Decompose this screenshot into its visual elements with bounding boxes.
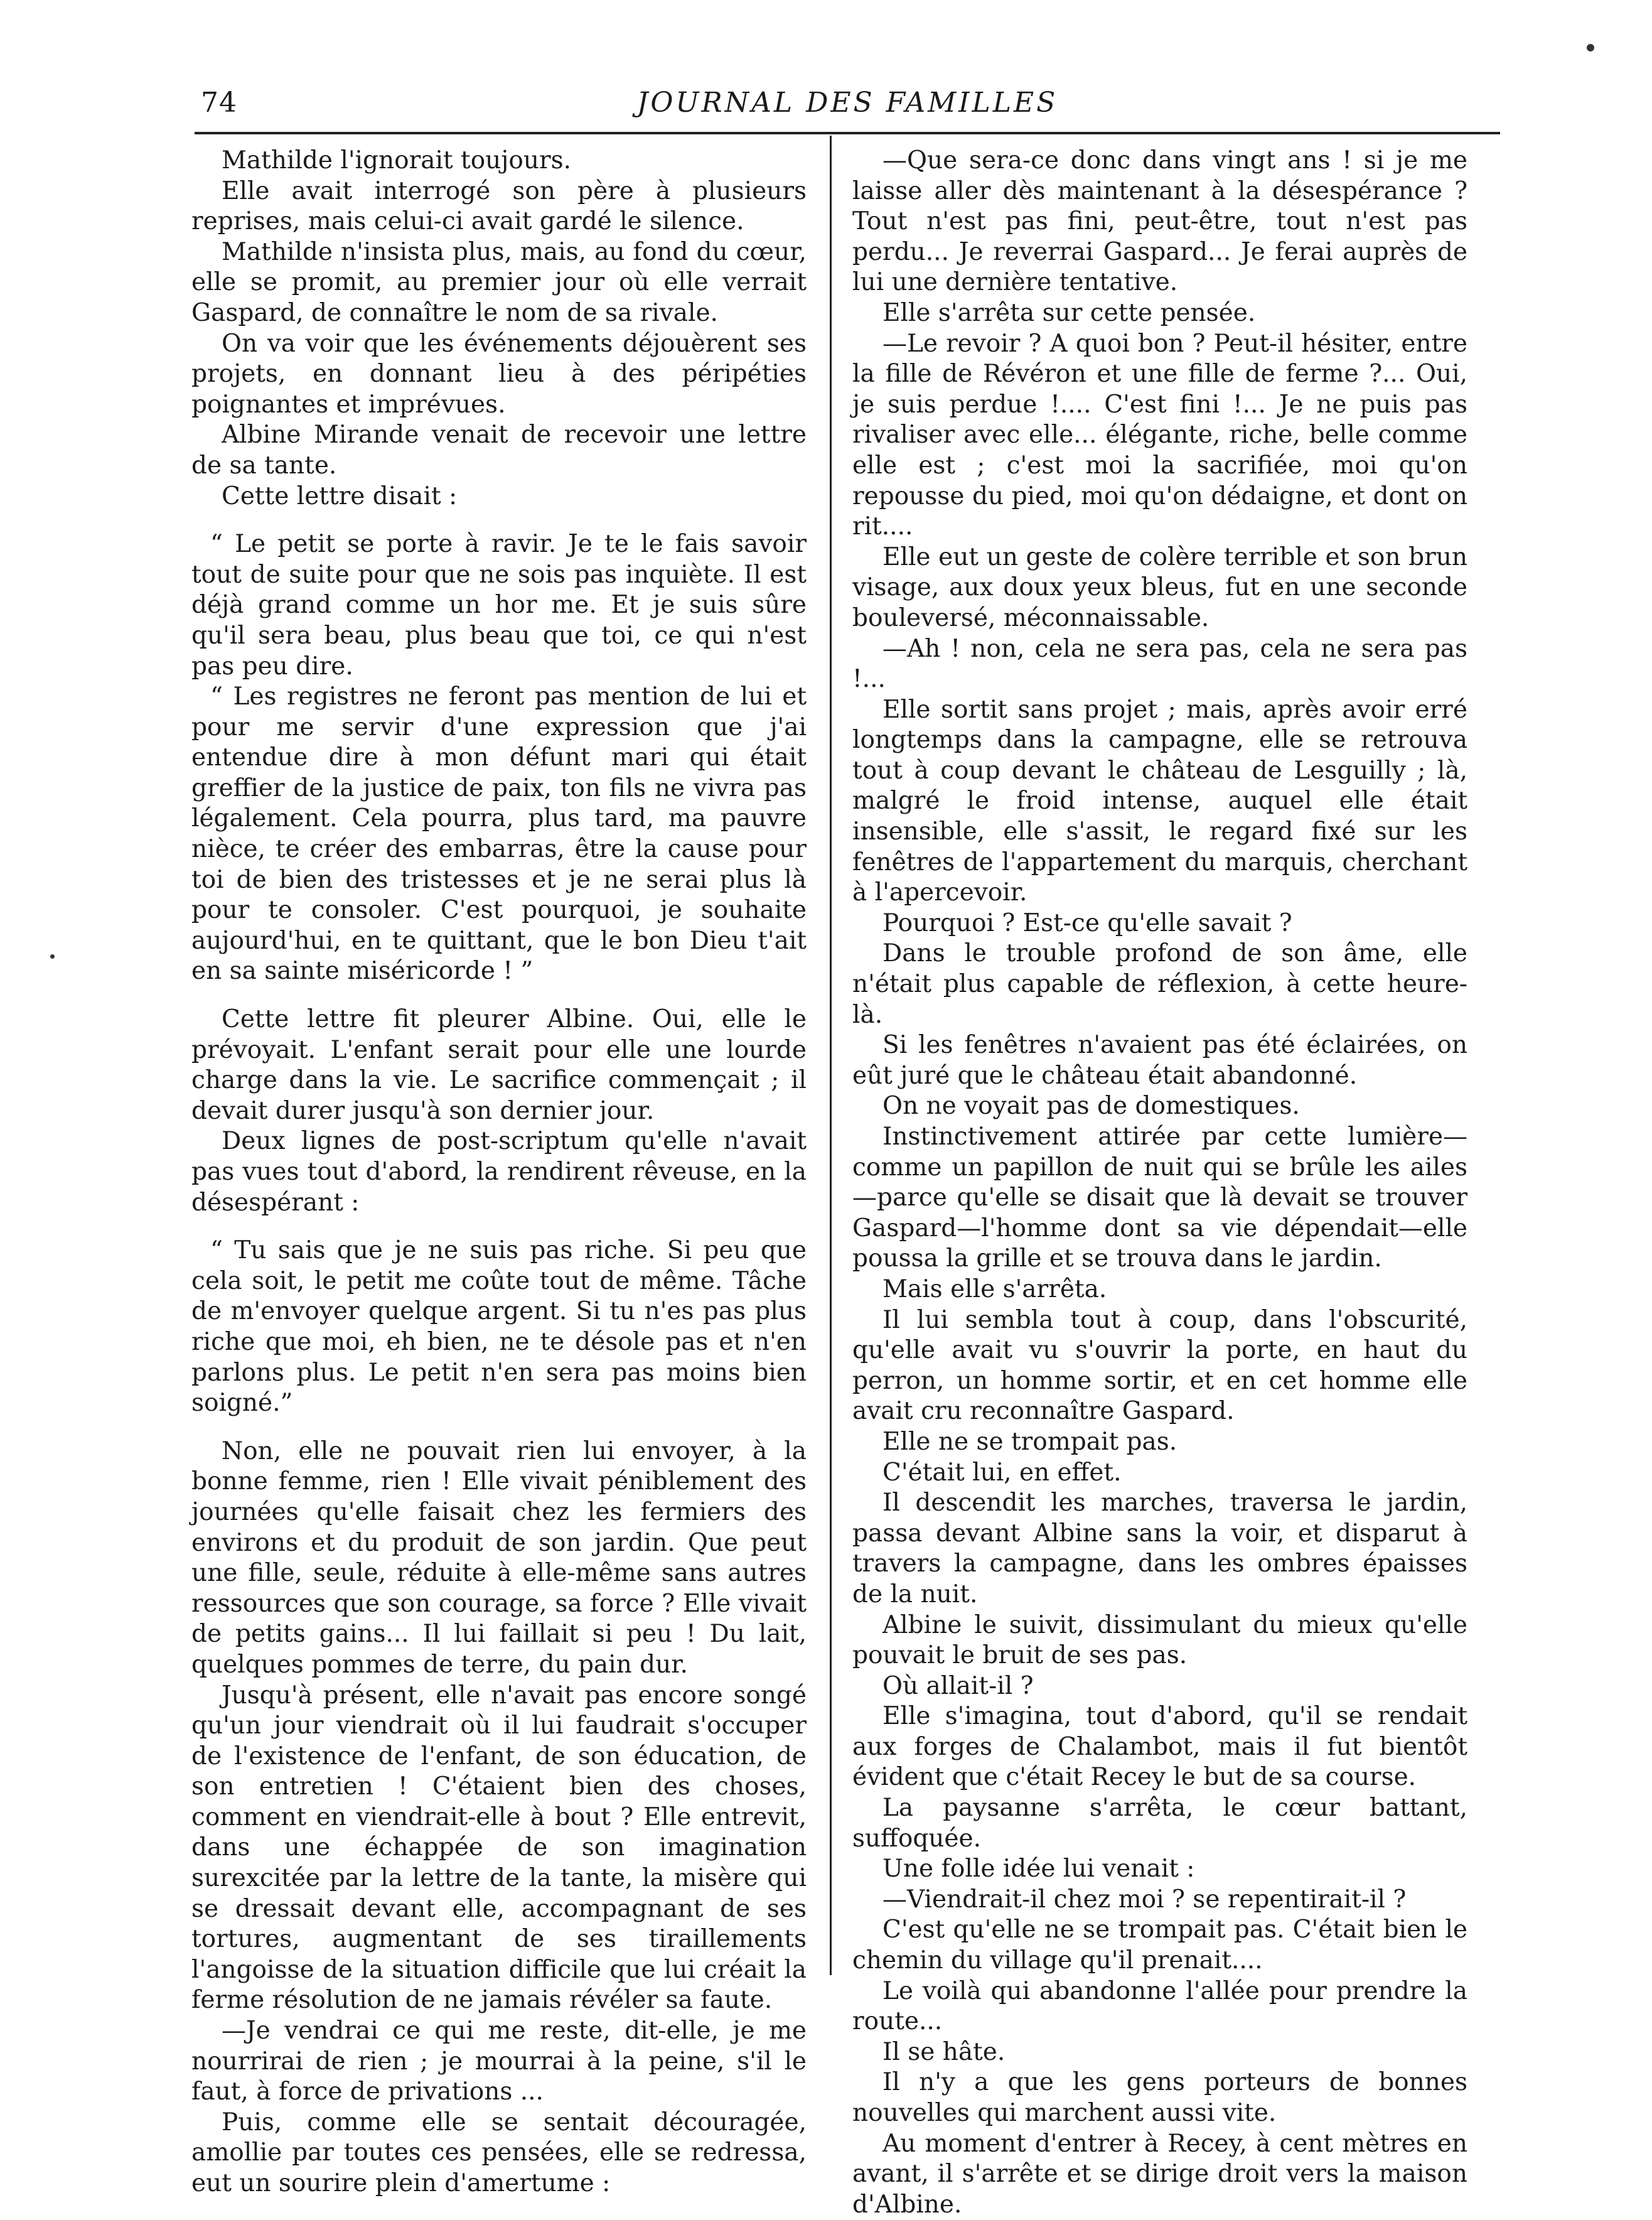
paragraph: Jusqu'à présent, elle n'avait pas encore songé qu'un jour viendrait où il lui faudrait s'occuper de l'existence de l'enfant, de son éducation, de son entretien ! C'étaient bien des choses, comment en viendrait-elle à bout ? Elle entrevit, dans une échappée de son imagination surexcitée par la lettre de la tante, la misère qui se dressait devant elle, accompagnant de ses tortures, augmentant de ses tiraillements l'angoisse de la situation difficile que lui créait la ferme résolution de ne jamais révéler sa faute.: [191, 1681, 807, 2015]
paragraph: —Ah ! non, cela ne sera pas, cela ne sera pas !...: [852, 634, 1467, 694]
paragraph: Où allait-il ?: [882, 1671, 1034, 1700]
paragraph: —Je vendrai ce qui me reste, dit-elle, je me nourrirai de rien ; je mourrai à la peine, s'il le faut, à force de privations ...: [191, 2017, 807, 2106]
paragraph: Elle eut un geste de colère terrible et son brun visage, aux doux yeux bleus, fut en une seconde bouleversé, méconnaissable.: [852, 542, 1467, 632]
paragraph: Si les fenêtres n'avaient pas été éclairées, on eût juré que le château était abandonné.: [852, 1031, 1467, 1090]
paragraph: Le voilà qui abandonne l'allée pour prendre la route...: [852, 1976, 1467, 2036]
letter-quote: “ Le petit se porte à ravir. Je te le fais savoir tout de suite pour que ne sois pas inquiète. Il est déjà grand comme un hor me. Et je suis sûre qu'il sera beau, plus beau que toi, ce qui n'est pas peu dire.: [191, 530, 807, 681]
page-header: [195, 82, 1500, 126]
paragraph: Mais elle s'arrêta.: [882, 1274, 1107, 1303]
paragraph: On va voir que les événements déjouèrent ses projets, en donnant lieu à des péripéties poignantes et imprévues.: [191, 329, 807, 419]
paragraph: Elle s'arrêta sur cette pensée.: [882, 298, 1256, 327]
paragraph: Dans le trouble profond de son âme, elle n'était plus capable de réflexion, à cette heure-là.: [852, 939, 1467, 1029]
paragraph: Cette lettre fit pleurer Albine. Oui, elle le prévoyait. L'enfant serait pour elle une lourde charge dans la vie. Le sacrifice commençait ; il devait durer jusqu'à son dernier jour.: [191, 1005, 807, 1125]
paragraph: C'est qu'elle ne se trompait pas. C'était bien le chemin du village qu'il prenait....: [852, 1916, 1467, 1975]
paragraph: Au moment d'entrer à Recey, à cent mètres en avant, il s'arrête et se dirige droit vers la maison d'Albine.: [852, 2129, 1467, 2219]
paragraph: Albine Mirande venait de recevoir une lettre de sa tante.: [191, 421, 807, 480]
page-number: 74: [201, 87, 237, 119]
paragraph: Il se hâte.: [882, 2037, 1006, 2066]
print-speck: [1587, 44, 1594, 51]
paragraph: Une folle idée lui venait :: [882, 1855, 1195, 1883]
column-divider: [830, 136, 832, 1975]
postscript-quote: “ Tu sais que je ne suis pas riche. Si peu que cela soit, le petit me coûte tout de même. Tâche de m'envoyer quelque argent. Si tu n'es pas plus riche que moi, eh bien, ne te désole pas et n'en parlons plus. Le petit n'en sera pas moins bien soigné.”: [191, 1236, 807, 1418]
left-column: [191, 146, 807, 2199]
paragraph: —Que sera-ce donc dans vingt ans ! si je me laisse aller dès maintenant à la désespérance ? Tout n'est pas fini, peut-être, tout n'est pas perdu... Je reverrai Gaspard... Je ferai auprès de lui une dernière tentative.: [852, 146, 1467, 297]
paragraph: —Le revoir ? A quoi bon ? Peut-il hésiter, entre la fille de Révéron et une fille de ferme ?... Oui, je suis perdue !.... C'est fini !... Je ne puis pas rivaliser avec elle... élégante, riche, belle comme elle est ; c'est moi la sacrifiée, moi qu'on repousse du pied, moi qu'on dédaigne, et dont on rit....: [852, 329, 1467, 541]
paragraph: Mathilde n'insista plus, mais, au fond du cœur, elle se promit, au premier jour où elle verrait Gaspard, de connaître le nom de sa rivale.: [191, 237, 807, 327]
header-rule: [195, 132, 1500, 134]
paragraph: Elle sortit sans projet ; mais, après avoir erré longtemps dans la campagne, elle se retrouva tout à coup devant le château de Lesguilly ; là, malgré le froid intense, auquel elle était insensible, elle s'assit, le regard fixé sur les fenêtres de l'appartement du marquis, cherchant à l'apercevoir.: [852, 695, 1467, 907]
letter-quote: “ Les registres ne feront pas mention de lui et pour me servir d'une expression que j'ai entendue dire à mon défunt mari qui était greffier de la justice de paix, ton fils ne vivra pas légalement. Cela pourra, plus tard, ma pauvre nièce, te créer des embarras, être la cause pour toi de bien des tristesses et je ne serai plus là pour te consoler. C'est pourquoi, je souhaite aujourd'hui, en te quittant, que le bon Dieu t'ait en sa sainte miséricorde ! ”: [191, 682, 807, 986]
print-speck: [50, 954, 55, 959]
paragraph: —Viendrait-il chez moi ? se repentirait-il ?: [882, 1885, 1407, 1914]
running-title: JOURNAL DES FAMILLES: [636, 87, 1058, 119]
paragraph: Elle avait interrogé son père à plusieurs reprises, mais celui-ci avait gardé le silence.: [191, 176, 807, 236]
paragraph: Puis, comme elle se sentait découragée, amollie par toutes ces pensées, elle se redressa, eut un sourire plein d'amertume :: [191, 2108, 807, 2197]
paragraph: On ne voyait pas de domestiques.: [882, 1092, 1300, 1121]
paragraph: C'était lui, en effet.: [882, 1458, 1122, 1487]
paragraph: Il descendit les marches, traversa le jardin, passa devant Albine sans la voir, et disparut à travers la campagne, dans les ombres épaisses de la nuit.: [852, 1489, 1467, 1608]
paragraph: Il lui sembla tout à coup, dans l'obscurité, qu'elle avait vu s'ouvrir la porte, en haut du perron, un homme sortir, et en cet homme elle avait cru reconnaître Gaspard.: [852, 1305, 1467, 1426]
paragraph: Cette lettre disait :: [222, 482, 458, 510]
paragraph: Elle s'imagina, tout d'abord, qu'il se rendait aux forges de Chalambot, mais il fut bientôt évident que c'était Recey le but de sa course.: [852, 1702, 1467, 1792]
paragraph: Il n'y a que les gens porteurs de bonnes nouvelles qui marchent aussi vite.: [852, 2068, 1467, 2127]
paragraph: Mathilde l'ignorait toujours.: [222, 146, 572, 175]
right-column: [852, 146, 1467, 2220]
paragraph: Elle ne se trompait pas.: [882, 1427, 1177, 1456]
paragraph: Pourquoi ? Est-ce qu'elle savait ?: [882, 908, 1292, 937]
paragraph: Instinctivement attirée par cette lumière—comme un papillon de nuit qui se brûle les ailes—parce qu'elle se disait que là devait se trouver Gaspard—l'homme dont sa vie dépendait—elle poussa la grille et se trouva dans le jardin.: [852, 1123, 1467, 1273]
paragraph: Non, elle ne pouvait rien lui envoyer, à la bonne femme, rien ! Elle vivait péniblement des journées qu'elle faisait chez les fermiers des environs et du produit de son jardin. Que peut une fille, seule, réduite à elle-même sans autres ressources que son courage, sa force ? Elle vivait de petits gains... Il lui faillait si peu ! Du lait, quelques pommes de terre, du pain dur.: [191, 1436, 807, 1679]
paragraph: Deux lignes de post-scriptum qu'elle n'avait pas vues tout d'abord, la rendirent rêveuse, en la désespérant :: [191, 1127, 807, 1217]
paragraph: Albine le suivit, dissimulant du mieux qu'elle pouvait le bruit de ses pas.: [852, 1610, 1467, 1670]
paragraph: La paysanne s'arrêta, le cœur battant, suffoquée.: [852, 1794, 1467, 1853]
